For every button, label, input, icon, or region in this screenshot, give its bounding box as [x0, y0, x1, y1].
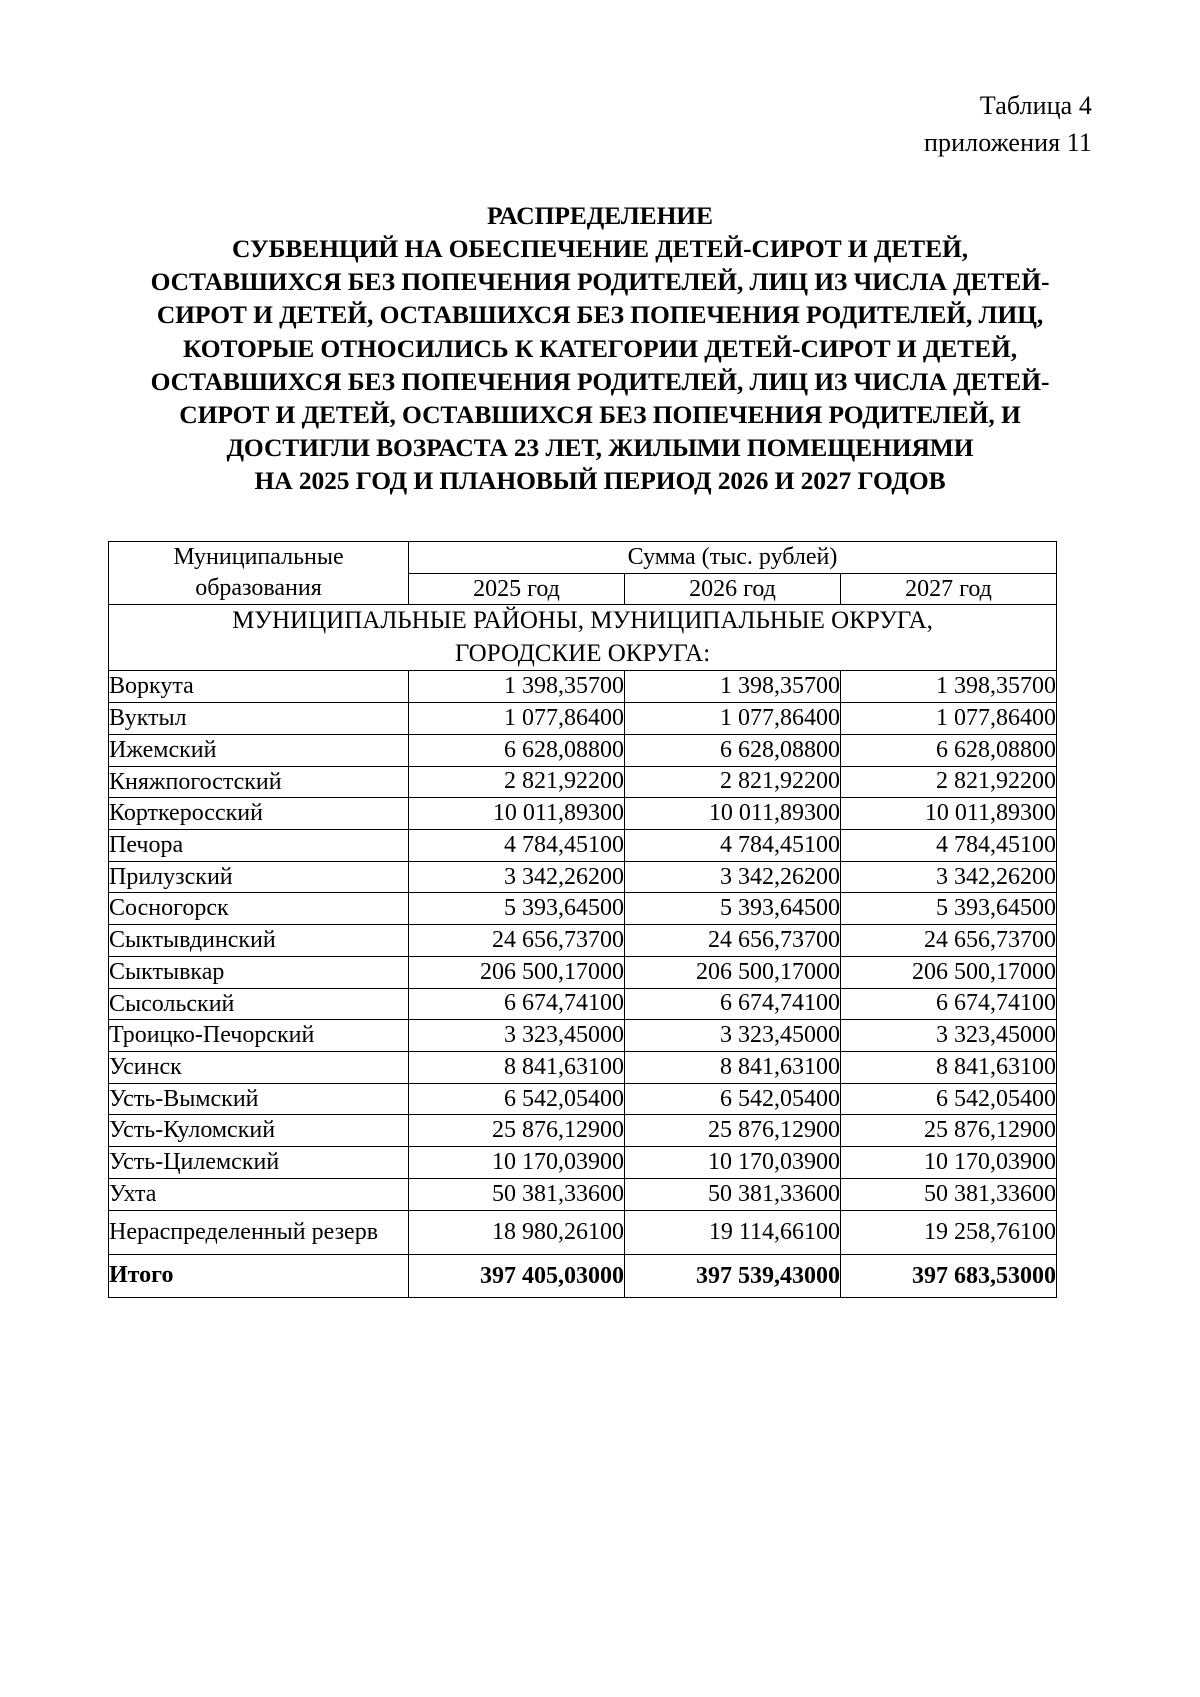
reserve-row-name: Нераспределенный резерв [109, 1210, 409, 1255]
row-value-2027: 10 170,03900 [841, 1147, 1057, 1179]
row-value-2026: 2 821,92200 [625, 766, 841, 798]
reserve-row [109, 1210, 1057, 1255]
total-row-label: Итого [109, 1255, 409, 1298]
row-name: Ухта [109, 1178, 409, 1210]
row-value-2026: 1 398,35700 [625, 671, 841, 703]
document-header-caption [924, 88, 1092, 162]
row-value-2025: 6 628,08800 [409, 734, 625, 766]
row-name: Корткеросский [109, 798, 409, 830]
table-header-row-group [109, 542, 1057, 574]
title-line-7: СИРОТ И ДЕТЕЙ, ОСТАВШИХСЯ БЕЗ ПОПЕЧЕНИЯ РОДИТЕЛЕЙ, И [179, 399, 1021, 429]
row-value-2027: 1 077,86400 [841, 703, 1057, 735]
row-value-2026: 1 077,86400 [625, 703, 841, 735]
row-value-2025: 10 011,89300 [409, 798, 625, 830]
row-value-2027: 6 542,05400 [841, 1083, 1057, 1115]
row-name: Княжпогостский [109, 766, 409, 798]
reserve-value-2027: 19 258,76100 [841, 1210, 1057, 1255]
section-heading-line-2: ГОРОДСКИЕ ОКРУГА: [454, 639, 711, 667]
row-value-2025: 3 342,26200 [409, 861, 625, 893]
row-name: Усть-Куломский [109, 1115, 409, 1147]
row-name: Усть-Цилемский [109, 1147, 409, 1179]
municipalities-label-line-1: Муниципальные [173, 544, 344, 570]
section-heading-line-1: МУНИЦИПАЛЬНЫЕ РАЙОНЫ, МУНИЦИПАЛЬНЫЕ ОКРУГА, [232, 607, 933, 635]
title-line-9: НА 2025 ГОД И ПЛАНОВЫЙ ПЕРИОД 2026 И 2027 ГОДОВ [254, 466, 946, 496]
row-value-2027: 6 628,08800 [841, 734, 1057, 766]
row-value-2026: 50 381,33600 [625, 1178, 841, 1210]
appendix-number-label: приложения 11 [924, 127, 1092, 157]
row-value-2026: 206 500,17000 [625, 956, 841, 988]
row-value-2027: 5 393,64500 [841, 893, 1057, 925]
row-name: Сосногорск [109, 893, 409, 925]
table-row [109, 925, 1057, 957]
row-value-2025: 24 656,73700 [409, 925, 625, 957]
row-value-2025: 206 500,17000 [409, 956, 625, 988]
table-row [109, 1115, 1057, 1147]
table-row [109, 1147, 1057, 1179]
row-value-2025: 3 323,45000 [409, 1020, 625, 1052]
column-header-sum-group: Сумма (тыс. рублей) [409, 542, 1057, 574]
row-value-2027: 3 323,45000 [841, 1020, 1057, 1052]
row-value-2025: 1 077,86400 [409, 703, 625, 735]
row-name: Сысольский [109, 988, 409, 1020]
title-line-1: РАСПРЕДЕЛЕНИЕ [487, 201, 713, 230]
row-value-2026: 5 393,64500 [625, 893, 841, 925]
row-name: Усинск [109, 1052, 409, 1084]
table-row [109, 861, 1057, 893]
row-name: Воркута [109, 671, 409, 703]
section-heading-cell [109, 605, 1057, 671]
row-value-2025: 10 170,03900 [409, 1147, 625, 1179]
table-body [109, 605, 1057, 1298]
row-name: Вуктыл [109, 703, 409, 735]
total-value-2027: 397 683,53000 [841, 1255, 1057, 1298]
table-row [109, 1020, 1057, 1052]
table-row [109, 893, 1057, 925]
row-name: Сыктывдинский [109, 925, 409, 957]
reserve-value-2026: 19 114,66100 [625, 1210, 841, 1255]
row-name: Прилузский [109, 861, 409, 893]
total-value-2025: 397 405,03000 [409, 1255, 625, 1298]
title-line-8: ДОСТИГЛИ ВОЗРАСТА 23 ЛЕТ, ЖИЛЫМИ ПОМЕЩЕНИЯМИ [226, 432, 974, 462]
table-row [109, 1083, 1057, 1115]
row-value-2027: 2 821,92200 [841, 766, 1057, 798]
column-header-year-2027: 2027 год [841, 573, 1057, 605]
row-value-2026: 3 323,45000 [625, 1020, 841, 1052]
title-line-6: ОСТАВШИХСЯ БЕЗ ПОПЕЧЕНИЯ РОДИТЕЛЕЙ, ЛИЦ ИЗ ЧИСЛА ДЕТЕЙ- [150, 366, 1050, 396]
title-line-2: СУБВЕНЦИЙ НА ОБЕСПЕЧЕНИЕ ДЕТЕЙ-СИРОТ И ДЕТЕЙ, [231, 234, 969, 264]
table-row [109, 988, 1057, 1020]
row-value-2026: 6 628,08800 [625, 734, 841, 766]
row-name: Усть-Вымский [109, 1083, 409, 1115]
row-value-2025: 50 381,33600 [409, 1178, 625, 1210]
row-value-2027: 25 876,12900 [841, 1115, 1057, 1147]
row-value-2027: 206 500,17000 [841, 956, 1057, 988]
table-row [109, 956, 1057, 988]
total-row [109, 1255, 1057, 1298]
table-head [109, 542, 1057, 605]
table-number-label: Таблица 4 [979, 91, 1092, 120]
row-value-2026: 24 656,73700 [625, 925, 841, 957]
reserve-value-2025: 18 980,26100 [409, 1210, 625, 1255]
row-value-2026: 10 170,03900 [625, 1147, 841, 1179]
row-value-2027: 3 342,26200 [841, 861, 1057, 893]
row-value-2027: 6 674,74100 [841, 988, 1057, 1020]
row-value-2025: 1 398,35700 [409, 671, 625, 703]
row-name: Печора [109, 829, 409, 861]
document-title [60, 199, 1140, 497]
column-header-year-2026: 2026 год [625, 573, 841, 605]
column-header-municipalities [109, 542, 409, 605]
row-value-2027: 4 784,45100 [841, 829, 1057, 861]
row-value-2025: 8 841,63100 [409, 1052, 625, 1084]
row-value-2026: 10 011,89300 [625, 798, 841, 830]
row-value-2027: 50 381,33600 [841, 1178, 1057, 1210]
title-line-5: КОТОРЫЕ ОТНОСИЛИСЬ К КАТЕГОРИИ ДЕТЕЙ-СИРОТ И ДЕТЕЙ, [182, 333, 1018, 363]
table-row [109, 703, 1057, 735]
allocation-table-container [108, 541, 1056, 1298]
row-value-2026: 6 674,74100 [625, 988, 841, 1020]
row-value-2027: 1 398,35700 [841, 671, 1057, 703]
row-value-2025: 4 784,45100 [409, 829, 625, 861]
table-row [109, 671, 1057, 703]
row-name: Троицко-Печорский [109, 1020, 409, 1052]
row-value-2027: 8 841,63100 [841, 1052, 1057, 1084]
row-value-2025: 6 542,05400 [409, 1083, 625, 1115]
total-value-2026: 397 539,43000 [625, 1255, 841, 1298]
row-value-2025: 2 821,92200 [409, 766, 625, 798]
title-line-4: СИРОТ И ДЕТЕЙ, ОСТАВШИХСЯ БЕЗ ПОПЕЧЕНИЯ РОДИТЕЛЕЙ, ЛИЦ, [156, 300, 1044, 330]
row-value-2025: 6 674,74100 [409, 988, 625, 1020]
row-name: Сыктывкар [109, 956, 409, 988]
allocation-table [108, 541, 1057, 1298]
row-value-2025: 25 876,12900 [409, 1115, 625, 1147]
row-name: Ижемский [109, 734, 409, 766]
row-value-2026: 25 876,12900 [625, 1115, 841, 1147]
municipalities-label-line-2: образования [195, 575, 322, 602]
table-row [109, 734, 1057, 766]
row-value-2025: 5 393,64500 [409, 893, 625, 925]
row-value-2027: 10 011,89300 [841, 798, 1057, 830]
section-heading-row [109, 605, 1057, 671]
table-row [109, 829, 1057, 861]
table-row [109, 766, 1057, 798]
row-value-2026: 6 542,05400 [625, 1083, 841, 1115]
table-row [109, 1052, 1057, 1084]
table-row [109, 798, 1057, 830]
row-value-2027: 24 656,73700 [841, 925, 1057, 957]
column-header-year-2025: 2025 год [409, 573, 625, 605]
title-line-3: ОСТАВШИХСЯ БЕЗ ПОПЕЧЕНИЯ РОДИТЕЛЕЙ, ЛИЦ ИЗ ЧИСЛА ДЕТЕЙ- [150, 267, 1050, 297]
row-value-2026: 3 342,26200 [625, 861, 841, 893]
row-value-2026: 8 841,63100 [625, 1052, 841, 1084]
row-value-2026: 4 784,45100 [625, 829, 841, 861]
table-row [109, 1178, 1057, 1210]
